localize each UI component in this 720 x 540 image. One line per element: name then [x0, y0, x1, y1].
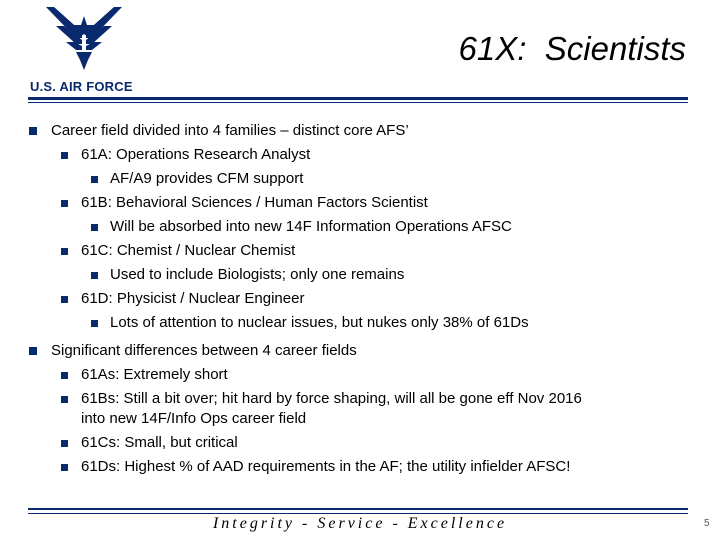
bullet-text: 61As: Extremely short [81, 366, 228, 383]
square-bullet-icon [61, 152, 68, 159]
bullet-text: Lots of attention to nuclear issues, but nukes only 38% of 61Ds [110, 314, 529, 331]
air-force-symbol-icon [46, 2, 122, 76]
square-bullet-icon [61, 440, 68, 447]
bullet-text: 61Cs: Small, but critical [81, 434, 238, 451]
page-number: 5 [704, 518, 710, 529]
slide-title: 61X: Scientists [458, 30, 686, 67]
square-bullet-icon [29, 127, 37, 135]
square-bullet-icon [29, 347, 37, 355]
bullet-text: AF/A9 provides CFM support [110, 170, 304, 187]
bullet-text-continuation: into new 14F/Info Ops career field [81, 410, 307, 427]
square-bullet-icon [91, 224, 98, 231]
bullet-text: 61Ds: Highest % of AAD requirements in the AF; the utility infielder AFSC! [81, 458, 571, 475]
square-bullet-icon [91, 272, 98, 279]
square-bullet-icon [61, 464, 68, 471]
header-divider-thin [28, 102, 688, 103]
header-divider [28, 97, 688, 100]
square-bullet-icon [61, 200, 68, 207]
square-bullet-icon [61, 396, 68, 403]
square-bullet-icon [91, 176, 98, 183]
bullet-text: Career field divided into 4 families – distinct core AFS’ [51, 122, 409, 139]
bullet-text: Used to include Biologists; only one remains [110, 266, 405, 283]
bullet-text: 61B: Behavioral Sciences / Human Factors Scientist [81, 194, 428, 211]
square-bullet-icon [61, 248, 68, 255]
footer-divider [28, 508, 688, 510]
bullet-text: 61Bs: Still a bit over; hit hard by force shaping, will all be gone eff Nov 2016 [81, 390, 582, 407]
footer-motto: Integrity - Service - Excellence [212, 515, 508, 532]
square-bullet-icon [61, 372, 68, 379]
logo-text: U.S. AIR FORCE [30, 79, 133, 94]
bullet-text: Significant differences between 4 career fields [51, 342, 357, 359]
bullet-text: 61A: Operations Research Analyst [81, 146, 311, 163]
bullet-text: 61C: Chemist / Nuclear Chemist [81, 242, 296, 259]
air-force-logo [24, 2, 142, 94]
square-bullet-icon [61, 296, 68, 303]
footer-divider-thin [28, 513, 688, 514]
bullet-text: 61D: Physicist / Nuclear Engineer [81, 290, 305, 307]
square-bullet-icon [91, 320, 98, 327]
bullet-text: Will be absorbed into new 14F Information Operations AFSC [110, 218, 512, 235]
